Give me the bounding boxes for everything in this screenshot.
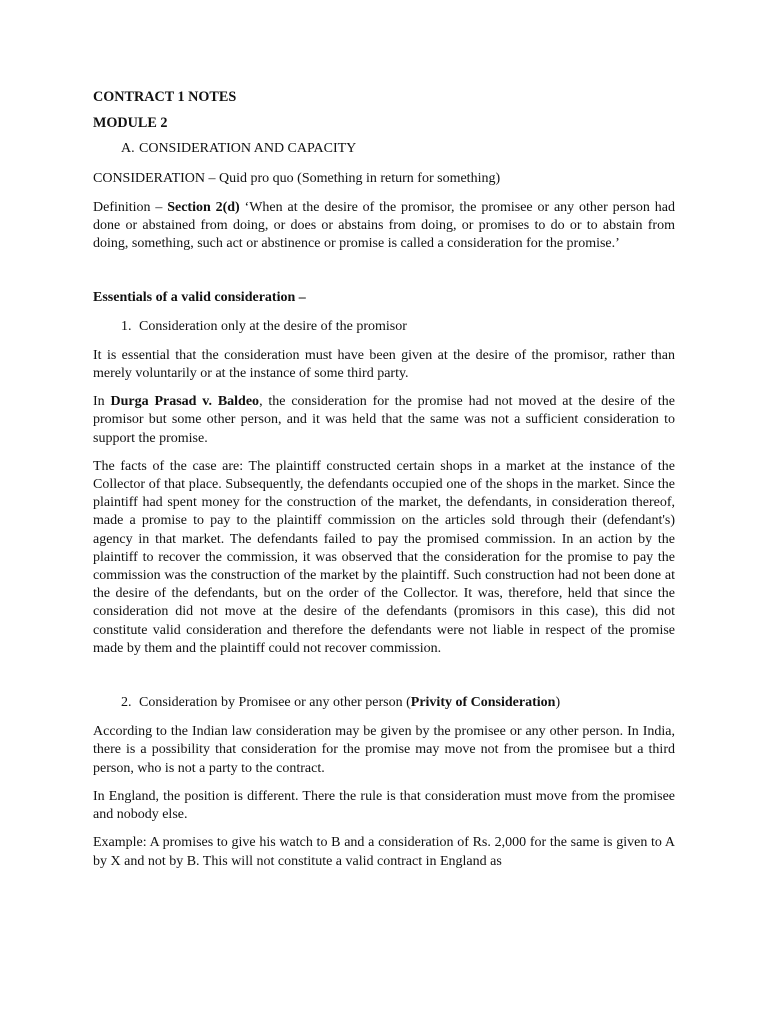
module-heading: MODULE 2 [93, 115, 168, 132]
paragraph-indian-law: According to the Indian law consideration may be given by the promisee or any other person. In India, there is a possibility that consideration for the promise may move not from the promisee but a third person, who is not a party to the contract. [93, 724, 675, 776]
section-a-text: CONSIDERATION AND CAPACITY [139, 141, 357, 157]
essentials-heading: Essentials of a valid consideration – [93, 290, 306, 306]
document-body [93, 86, 675, 881]
list-item-1-marker: 1. [121, 318, 132, 334]
definition-lead: Definition – [93, 199, 168, 215]
section-a-marker: A. [121, 141, 135, 157]
spacer [93, 263, 675, 289]
document-title: CONTRACT 1 NOTES [93, 89, 237, 105]
list-item-2-tail: ) [555, 695, 561, 711]
paragraph-facts: The facts of the case are: The plaintiff constructed certain shops in a market at the instance of the Collector of that place. Subsequently, the defendants occupied one of the shops in the market. Since the plaintiff had spent money for the construction of the market, the defendants, in consideration thereof, made a promise to pay to the plaintiff commission on the articles sold through their (defendant's) agency in that market. The defendants failed to pay the promised commission. In an action by the plaintiff to recover the commission, it was observed that the consideration for the promise to pay the commission was the construction of the market by the plaintiff. Such construction had not been done at the desire of the defendants, but on the order of the Collector. It was, therefore, held that since the consideration did not move at the desire of the defendants (promisors in this case), this did not constitute valid consideration and therefore the defendants were not liable in respect of the promise made by them and the plaintiff could not recover commission. [93, 458, 675, 656]
list-item-2 [93, 694, 675, 712]
paragraph-england: In England, the position is different. There the rule is that consideration must move from the promisee and nobody else. [93, 788, 675, 823]
paragraph-example: Example: A promises to give his watch to B and a consideration of Rs. 2,000 for the same is given to A by X and not by B. This will not constitute a valid contract in England as [93, 835, 675, 869]
definition-paragraph [93, 199, 675, 254]
list-item-1 [93, 318, 675, 336]
paragraph-case [93, 393, 675, 448]
section-a-heading [93, 140, 675, 158]
case-body: , the consideration for the promise had not moved at the desire of the promisor but some other person, and it was held that the same was not a sufficient consideration to support the promise. [93, 394, 675, 446]
list-item-1-text: Consideration only at the desire of the promisor [139, 318, 407, 334]
definition-body: ‘When at the desire of the promisor, the promisee or any other person had done or abstained from doing, or does or abstains from doing, or promises to do or to abstain from doing, something, such act or abstinence or promise is called a consideration for the promise.’ [93, 199, 675, 252]
definition-section: Section 2(d) [167, 199, 240, 215]
list-item-2-bold: Privity of Consideration [410, 695, 556, 711]
case-name: Durga Prasad v. Baldeo [110, 394, 260, 410]
case-lead: In [93, 394, 111, 410]
spacer [93, 668, 675, 694]
paragraph-desire: It is essential that the consideration must have been given at the desire of the promisor, rather than merely voluntarily or at the instance of some third party. [93, 347, 675, 382]
list-item-2-marker: 2. [121, 695, 132, 711]
list-item-2-text: Consideration by Promisee or any other person ( [139, 695, 411, 711]
consideration-line: CONSIDERATION – Quid pro quo (Something in return for something) [93, 170, 501, 186]
